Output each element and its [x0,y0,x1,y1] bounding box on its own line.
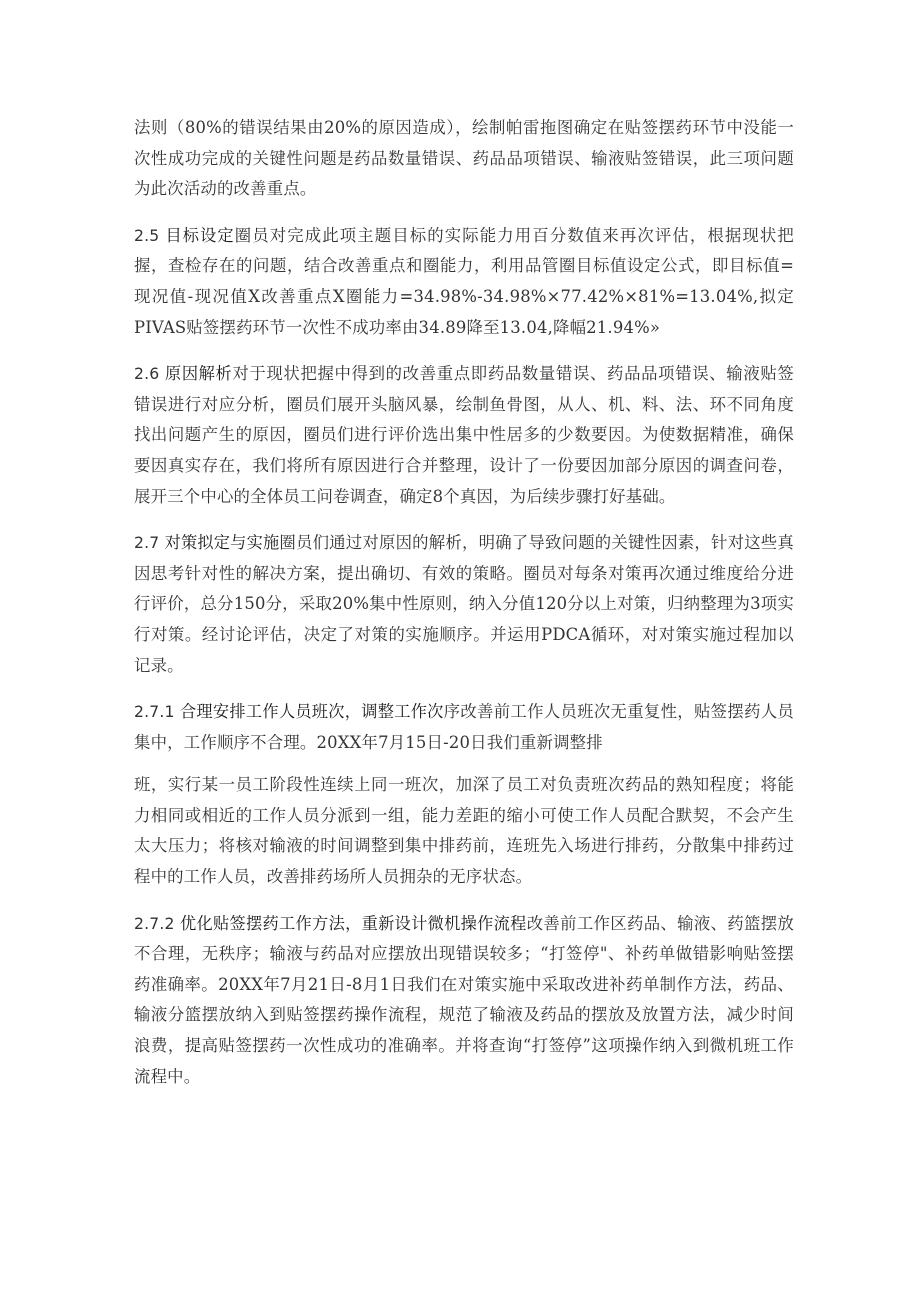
section-2-7-1-shift-arrangement [134,697,794,758]
section-text: 对于现状把握中得到的改善重点即药品数量错误、药品品项错误、输液贴签错误进行对应分析，圈员们展开头脑风暴，绘制鱼骨图，从人、机、料、法、环不同角度找出问题产生的原因，圈员们进行评价选出集中性居多的少数要因。为使数据精准，确保要因真实存在，我们将所有原因进行合并整理，设计了一份要因加部分原因的调查问卷，展开三个中心的全体员工问卷调查，确定8个真因，为后续步骤打好基础。 [134,364,794,506]
section-2-5-target-setting [134,221,794,343]
paragraph-text: 班，实行某一员工阶段性连续上同一班次，加深了员工对负责班次药品的熟知程度；将能力相同或相近的工作人员分派到一组，能力差距的缩小可使工作人员配合默契，不会产生太大压力；将核对输液的时间调整到集中排药前，连班先入场进行排药，分散集中排药过程中的工作人员，改善排药场所人员拥杂的无序状态。 [134,775,794,887]
section-text: 序改善前工作人员班次无重复性，贴签摆药人员集中，工作顺序不合理。20XX年7月15日-20日我们重新调整排 [134,702,794,752]
section-number: 2.5 [134,226,166,245]
section-number: 2.7.1 [134,703,180,722]
document-page [134,113,794,1108]
paragraph-shift-continued [134,770,794,892]
section-text: 圈员们通过对原因的解析，明确了导致问题的关键性因素，针对这些真因思考针对性的解决方案，提出确切、有效的策略。圈员对每条对策再次通过维度给分进行评价，总分150分，采取20%集中性原则，纳入分值120分以上对策，归纳整理为3项实行对策。经讨论评估，决定了对策的实施顺序。并运用PDCA循环，对对策实施过程加以记录。 [134,533,795,675]
section-text: 改善前工作区药品、输液、药篮摆放不合理，无秩序；输液与药品对应摆放出现错误较多；“打签停"、补药单做错影响贴签摆药准确率。20XX年7月21日-8月1日我们在对策实施中采取改进补药单制作方法，药品、输液分篮摆放纳入到贴签摆药操作流程，规范了输液及药品的摆放及放置方法，减少时间浪费，提高贴签摆药一次性成功的准确率。并将查询“打签停”这项操作纳入到微机班工作流程中。 [134,913,795,1086]
section-number: 2.7 [134,534,165,553]
section-text: 圈员对完成此项主题目标的实际能力用百分数值来再次评估，根据现状把握，查检存在的问题，结合改善重点和圈能力，利用品管圈目标值设定公式，即目标值=现况值-现况值X改善重点X圈能力=34.98%-34.98%×77.42%×81%=13.04%,拟定PIVAS贴签摆药环节一次性不成功率由34.89降至13.04,降幅21.94%» [134,225,794,337]
section-number: 2.6 [134,365,165,384]
section-number: 2.7.2 [134,914,180,933]
section-2-6-cause-analysis [134,359,794,512]
section-heading: 目标设定 [165,225,235,245]
section-2-7-countermeasures [134,528,794,681]
section-2-7-2-labeling-workflow [134,909,794,1093]
section-heading: 合理安排工作人员班次，调整工作次 [179,702,444,722]
paragraph-text: 法则（80%的错误结果由20%的原因造成），绘制帕雷拖图确定在贴签摆药环节中没能一次性成功完成的关键性问题是药品数量错误、药品品项错误、输液贴签错误，此三项问题为此次活动的改善重点。 [134,118,794,199]
section-heading: 原因解析 [165,364,233,384]
paragraph-pareto-intro [134,113,794,205]
section-heading: 对策拟定与实施 [164,533,280,553]
section-heading: 优化贴签摆药工作方法，重新设计微机操作流程 [179,913,527,933]
